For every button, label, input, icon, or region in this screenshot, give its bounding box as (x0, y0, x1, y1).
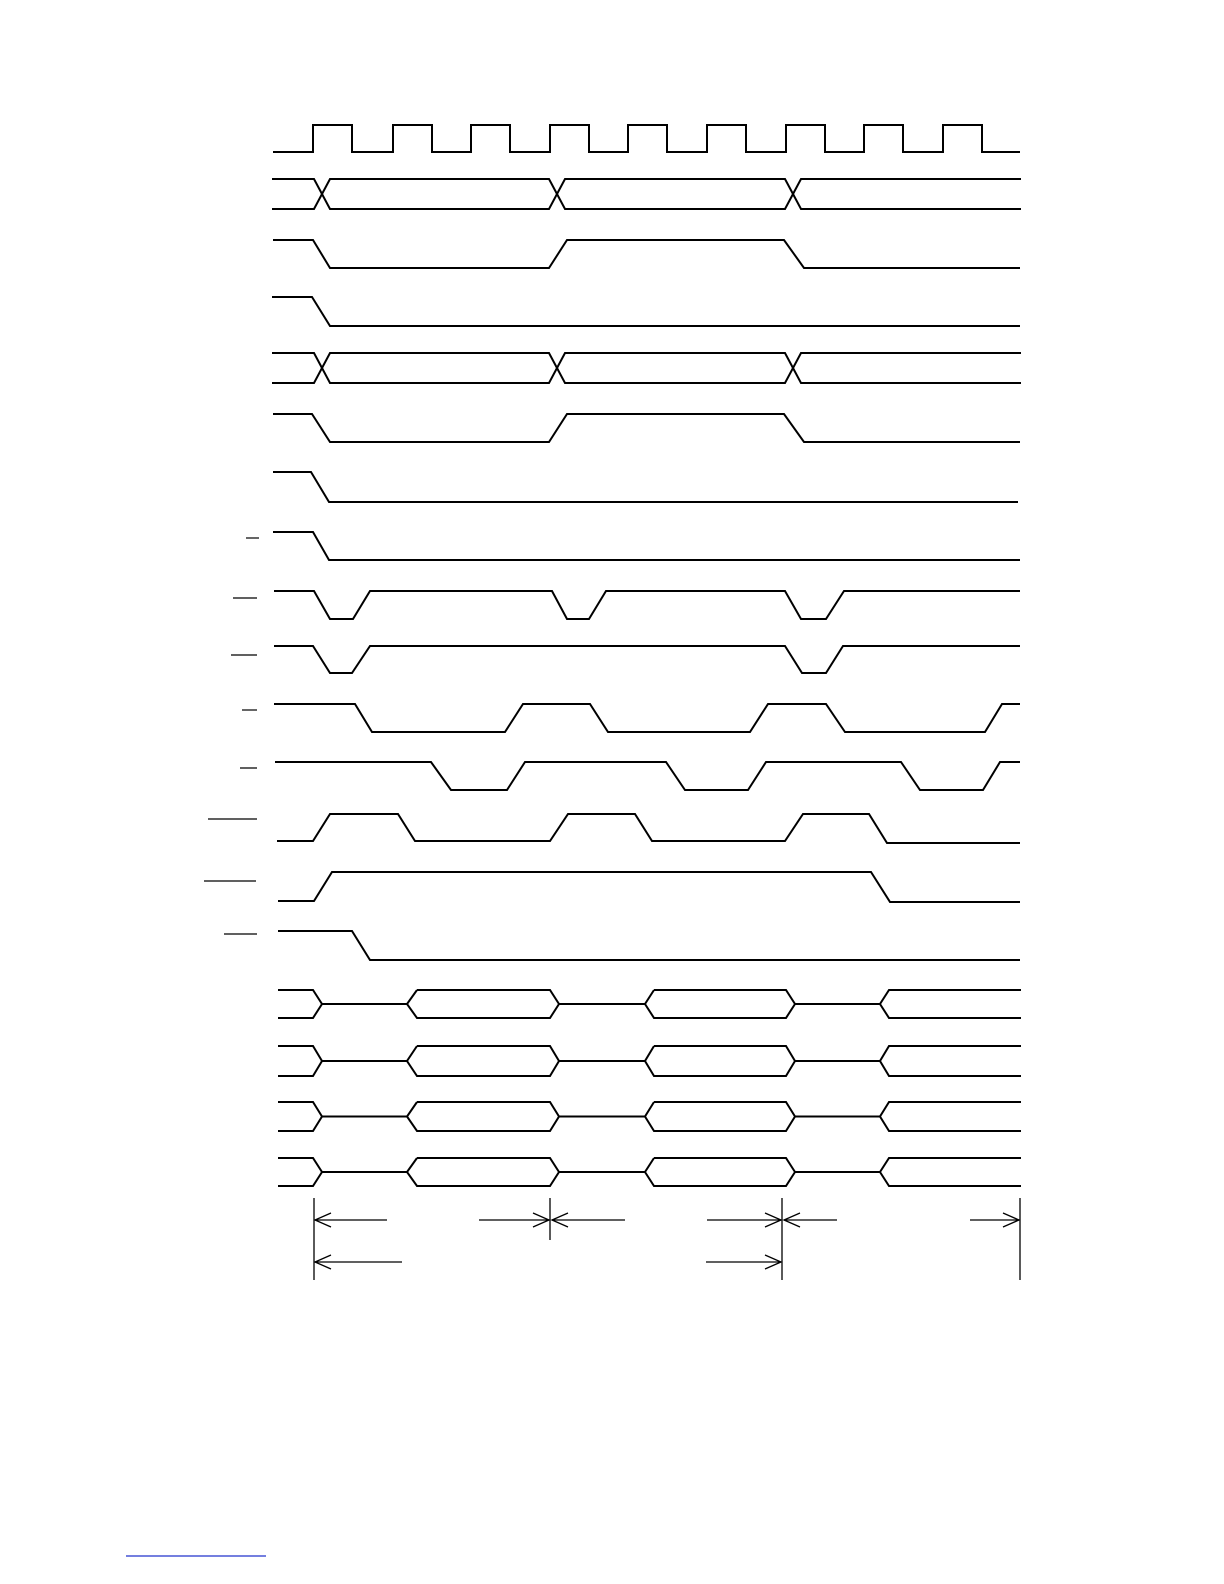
signal-data-2 (278, 1102, 1021, 1131)
signal-sig-6 (273, 414, 1020, 442)
bus-a-upper-line (272, 179, 1021, 209)
signal-data-3 (278, 1158, 1021, 1186)
sig-6-waveform (273, 414, 1020, 442)
interval-markers (314, 1198, 1020, 1280)
signal-data-0 (278, 990, 1021, 1018)
signal-bus-a (272, 179, 1021, 209)
signal-sig-14-active-low (278, 872, 1020, 902)
data-0-window-3 (880, 990, 1021, 1018)
data-3-window-1 (407, 1158, 559, 1186)
signal-clock (273, 125, 1020, 152)
signal-sig-3 (273, 240, 1020, 268)
signal-sig-13-active-low (277, 814, 1020, 843)
data-0-window-1 (407, 990, 559, 1018)
sig-10-active-low-waveform (274, 646, 1020, 673)
sig-4-waveform (272, 297, 1020, 326)
signal-sig-10-active-low (274, 646, 1020, 673)
sig-7-waveform (273, 472, 1018, 502)
data-0-initial-valid (278, 990, 322, 1018)
data-2-window-2 (645, 1102, 795, 1131)
data-3-initial-valid (278, 1158, 322, 1186)
signal-sig-4 (272, 297, 1020, 326)
data-3-window-2 (645, 1158, 795, 1186)
clock-waveform (273, 125, 1020, 152)
data-2-initial-valid (278, 1102, 322, 1131)
sig-9-active-low-waveform (274, 591, 1020, 619)
data-1-window-2 (645, 1046, 795, 1076)
signal-bus-b (272, 353, 1021, 383)
data-2-window-3 (880, 1102, 1021, 1131)
bus-b-upper-line (272, 353, 1021, 383)
sig-15-active-low-waveform (278, 931, 1020, 960)
sig-8-active-low-waveform (273, 532, 1020, 560)
data-1-window-3 (880, 1046, 1021, 1076)
signal-sig-9-active-low (274, 591, 1020, 619)
data-3-window-3 (880, 1158, 1021, 1186)
signal-data-1 (278, 1046, 1021, 1076)
signal-sig-8-active-low (273, 532, 1020, 560)
sig-14-active-low-waveform (278, 872, 1020, 902)
bus-a-lower-line (272, 179, 1021, 209)
sig-3-waveform (273, 240, 1020, 268)
sig-12-active-low-waveform (275, 762, 1020, 790)
signal-sig-15-active-low (278, 931, 1020, 960)
data-2-window-1 (407, 1102, 559, 1131)
sig-11-active-low-waveform (274, 704, 1020, 732)
data-1-window-1 (407, 1046, 559, 1076)
data-0-window-2 (645, 990, 795, 1018)
sig-13-active-low-waveform (277, 814, 1020, 843)
signal-sig-11-active-low (274, 704, 1020, 732)
signal-sig-12-active-low (275, 762, 1020, 790)
bus-b-lower-line (272, 353, 1021, 383)
data-1-initial-valid (278, 1046, 322, 1076)
signal-sig-7 (273, 472, 1018, 502)
